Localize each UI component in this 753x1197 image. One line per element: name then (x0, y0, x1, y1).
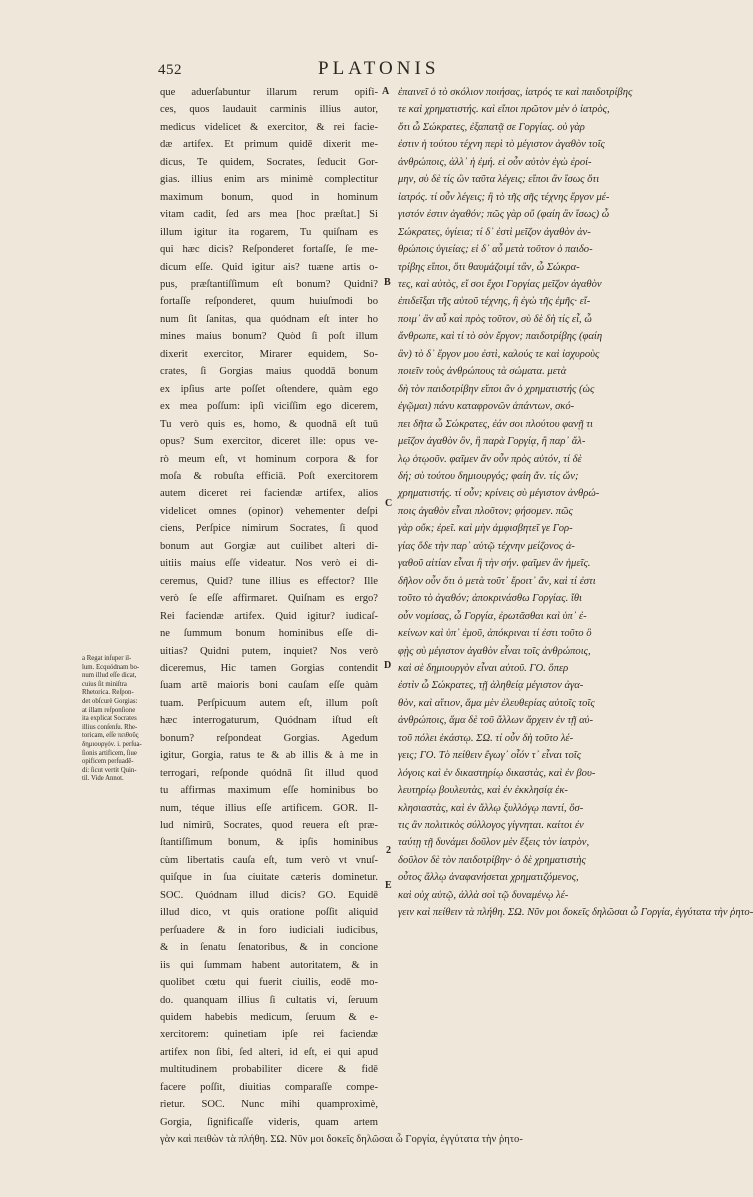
latin-text-line: gias. illius enim ars minimè complectitur (160, 174, 378, 186)
latin-text-line: opus? Sum exercitor, diceret ille: opus ve- (160, 436, 378, 448)
latin-text-line: γὰν καὶ πειθὼν τὰ πλήθη. ΣΩ. Νῦν μοι δοκεῖς δηλῶσαι ὦ Γοργία, ἐγγύτατα τὴν ῥητο- (160, 1134, 523, 1146)
latin-text-line: perſuadere & in foro iudiciali iudicibus, (160, 924, 378, 936)
latin-text-line: tu affirmas maximum eſſe hominibus bo (160, 785, 378, 797)
greek-text-line: τοῦτο τὸ ἀγαθόν; ἀποκρινάσθω Γοργίας. ἴθι (398, 593, 582, 605)
latin-text-line: SOC. Quódnam illud dicis? GO. Equidē (160, 889, 378, 901)
section-marker-c: C (385, 498, 393, 509)
greek-text-line: χρηματιστής. τί οὖν; κρίνεις σὺ μέγιστον ἀνθρώ- (398, 488, 600, 500)
page-number: 452 (158, 62, 182, 78)
latin-text-line: num ſit ſanitas, qua quódnam eſt inter ho (160, 313, 378, 325)
greek-text-line: δῆλον οὖν ὅτι ὁ μετὰ τοῦτ᾽ ἔροιτ᾽ ἂν, καὶ τί ἐστι (398, 575, 596, 587)
greek-column (398, 84, 753, 922)
latin-text-line: que aduerſabuntur illarum rerum opifi- (160, 87, 378, 98)
latin-text-line: maximum bonum, quod in hominum (160, 191, 378, 203)
greek-text-line: θρώποις ὑγιείας; εἰ δ᾽ αὖ μετὰ τοῦτον ὁ παιδο- (398, 244, 593, 256)
greek-text-line: μεῖζον ἀγαθὸν ὂν, ἢ παρὰ Γοργίᾳ, ἢ παρ᾽ ἄλ- (398, 436, 586, 448)
annotation-line: num illud eſſe dicat, (82, 672, 137, 680)
latin-text-line: do. quanquam illius ſi cultatis vi, ſeruum (160, 994, 378, 1006)
greek-text-line: γιστόν ἐστιν ἀγαθόν; πῶς γὰρ οὔ (φαίη ἂν ἴσως) ὦ (398, 209, 610, 221)
running-head: PLATONIS (318, 58, 440, 79)
annotation-line: opificem perſuadē- (82, 758, 134, 766)
latin-text-line: iis qui ſummam habent autoritatem, & in (160, 959, 378, 971)
latin-text-line: qui hæc dicis? Reſponderet fortaſſe, ſe me- (160, 244, 378, 256)
latin-text-line: num, téque illius eſſe artificem. GOR. Il- (160, 802, 378, 814)
greek-text-line: γειν καὶ πείθειν τὰ πλήθη. ΣΩ. Νῦν μοι δοκεῖς δηλῶσαι ὦ Γοργία, ἐγγύτατα τὴν ῥητο- (398, 907, 753, 919)
latin-text-line: igitur, Gorgia, ratus te & ab illis & à me in (160, 750, 378, 762)
latin-text-line: hæc interrogaturum, Quódnam iſtud eſt (160, 715, 378, 727)
greek-text-line: ἀνθρώποις, ἅμα δὲ τοῦ ἄλλων ἄρχειν ἐν τῇ αὐ- (398, 715, 594, 727)
greek-text-line: γεις; ΓΟ. Τὸ πείθειν ἔγωγ᾽ οἷόν τ᾽ εἶναι τοῖς (398, 750, 582, 762)
greek-text-line: ἂν) τὸ δ᾽ ἔργον μου ἐστὶ, καλούς τε καὶ ἰσχυροὺς (398, 348, 600, 360)
annotation-line: a Regat inſuper il- (82, 655, 132, 662)
annotation-line: ſionis artificem, ſiue (82, 749, 137, 757)
latin-text-line: dæ artifex. Et primum quidē dixerit me- (160, 139, 378, 151)
latin-text-line: dixerit exercitor, Mirarer equidem, So- (160, 348, 378, 360)
latin-text-line: bonum? reſpondeat Gorgias. Agedum (160, 732, 378, 744)
annotation-line: illius conſenſu. Rhe- (82, 723, 138, 731)
latin-text-line: moſa & robuſta efficiā. Poſt exercitorem (160, 470, 378, 482)
latin-text-line: ces, quos laudauit carminis illius autor, (160, 104, 378, 116)
greek-text-line: τρίβης εἴποι, ὅτι θαυμάζοιμί τἂν, ὦ Σώκρα- (398, 261, 580, 273)
greek-text-line: ἄνθρωπε, καὶ τί τὸ σὸν ἔργον; παιδοτρίβης (φαίη (398, 331, 603, 343)
greek-text-line: ἐπιδεῖξαι τῆς αὑτοῦ τέχνης, ἢ ἐγὼ τῆς ἐμῆς· εἴ- (398, 296, 591, 308)
greek-text-line: λόγοις καὶ ἐν δικαστηρίῳ δικαστὰς, καὶ ἐν βου- (398, 767, 596, 779)
greek-text-line: δή; σὺ τούτου δημιουργός; φαίη ἄν. τίς ὤν; (398, 470, 579, 482)
latin-text-line: rietur. SOC. Nunc mihi quamproximè, (160, 1099, 378, 1111)
greek-text-line: δοῦλον δὲ τὸν παιδοτρίβην· ὁ δὲ χρηματιστὴς (398, 854, 586, 866)
latin-text-line: quidem habebis medicum, ſeruum & e- (160, 1012, 378, 1024)
greek-text-line: ἰατρός. τί οὖν λέγεις; ἢ τὸ τῆς σῆς τέχνης ἔργον μέ- (398, 191, 610, 203)
greek-text-line: θὸν, καὶ αἴτιον, ἅμα μὲν ἐλευθερίας αὐτοῖς τοῖς (398, 697, 595, 709)
greek-text-line: πει δῆτα ὦ Σώκρατες, ἐάν σοι πλούτου φανῇ τι (398, 418, 593, 430)
latin-text-line: facere poſſit, diuitias comparaſſe compe- (160, 1081, 378, 1093)
greek-text-line: οὗτος ἄλλῳ ἀναφανήσεται χρηματιζόμενος, (398, 872, 579, 884)
latin-text-line: xercitorem: quinetiam ipſe rei faciendæ (160, 1029, 378, 1041)
latin-text-line: diceremus, Hic tamen Gorgias contendit (160, 662, 378, 674)
latin-text-line: videlicet omnes (opinor) vehementer deſpi (160, 505, 378, 517)
latin-text-line: terrogari, reſponde quódnā ſit illud quod (160, 767, 378, 779)
greek-text-line: τις ἂν πολιτικὸς σύλλογος γίγνηται. καίτοι ἐν (398, 820, 584, 832)
section-marker-d: D (384, 660, 392, 671)
latin-text-line: fortaſſe reſponderet, quum huiuſmodi bo (160, 296, 378, 308)
greek-text-line: ἐπαινεῖ ὁ τὸ σκόλιον ποιήσας, ἰατρός τε καὶ παιδοτρίβης (398, 87, 633, 98)
latin-text-line: medicus videlicet & exercitor, & rei facie- (160, 121, 378, 133)
latin-text-line: multitudinem probabiliter dicere & fidē (160, 1064, 378, 1076)
latin-text-line: tuam. Perſpicuum autem eſt, illum poſt (160, 697, 378, 709)
latin-text-line: illud dico, vt quis oratione poſſit aliquid (160, 907, 378, 919)
greek-text-line: ποις ἀγαθὸν εἶναι πλοῦτον; φήσομεν. πῶς (398, 505, 573, 517)
greek-text-line: τοῦ πόλει ἑκάστῳ. ΣΩ. τί οὖν δὴ τοῦτο λέ- (398, 732, 574, 744)
latin-text-line: uitiis maius eſſe videatur. Nos verò ei di- (160, 558, 378, 570)
greek-text-line: ποιεῖν τοὺς ἀνθρώπους τὰ σώματα. μετὰ (398, 366, 567, 378)
annotation-line: det obſcurè Gorgias: (82, 697, 138, 705)
latin-text-line: Tu verò quis es, homo, & quodnā eſt tuū (160, 418, 378, 430)
greek-text-line: κείνων καὶ ὑπ᾽ ἐμοῦ, ἀπόκριναι τί ἐστι τοῦτο ὃ (398, 628, 592, 640)
annotation-line: ita explicat Socrates (82, 715, 137, 723)
margin-annotation (82, 655, 158, 784)
section-marker-2: 2 (386, 845, 391, 856)
latin-text-line: ex mea poſſum: ipſi viciſſim ego dicerem, (160, 401, 378, 413)
greek-text-line: λευτηρίῳ βουλευτὰς, καὶ ἐν ἐκκλησίᾳ ἐκ- (398, 785, 568, 797)
greek-text-line: φῂς σὺ μέγιστον ἀγαθὸν εἶναι τοῖς ἀνθρώποις, (398, 645, 591, 657)
greek-text-line: καὶ σὲ δημιουργὸν εἶναι αὐτοῦ. ΓΟ. ὅπερ (398, 662, 569, 674)
latin-text-line: pus, præſtantiſſimum eſt bonum? Quidni? (160, 278, 378, 290)
greek-text-line: λῳ ὁτῳοῦν. φαῖμεν ἂν οὖν πρὸς αὐτόν, τί δὲ (398, 453, 582, 465)
greek-text-line: δὴ τὸν παιδοτρίβην εἴποι ἂν ὁ χρηματιστής (ὡς (398, 383, 595, 395)
latin-text-line: quiſque in ſua ciuitate cæteris dominetur. (160, 872, 378, 884)
latin-text-line: uitias? Quidni putem, inquiet? Nos verò (160, 645, 378, 657)
latin-text-line: ex ipſius arte poſſet oſtendere, quàm ego (160, 383, 378, 395)
annotation-line: toricam, eſſe πειθοῦς (82, 732, 139, 740)
section-marker-a: A (382, 86, 390, 97)
greek-text-line: ἐγῷμαι) πάνυ καταφρονῶν ἁπάντων, σκό- (398, 401, 575, 413)
greek-text-line: ταύτῃ τῇ δυνάμει δοῦλον μὲν ἕξεις τὸν ἰατρὸν, (398, 837, 590, 849)
annotation-line: til. Vide Annot. (82, 775, 124, 783)
latin-text-line: crates, ſi Gorgias maius quoddā bonum (160, 366, 378, 378)
greek-text-line: ποιμ᾽ ἂν αὖ καὶ πρὸς τοῦτον, σὺ δὲ δὴ τίς εἶ, ὦ (398, 313, 592, 325)
latin-text-line: bonum aut Gorgiæ aut cuilibet alteri di- (160, 540, 378, 552)
latin-text-line: mines maius bonum? Quòd ſi poſt illum (160, 331, 378, 343)
annotation-line: lum. Ecquódnam bo- (82, 663, 140, 671)
annotation-line: at illam reſponſione (82, 706, 136, 714)
latin-text-line: quolibet cœtu qui fuerit ciuilis, eodē mo- (160, 977, 378, 989)
greek-text-line: τες, καὶ αὐτὸς, εἴ σοι ἔχοι Γοργίας μεῖζον ἀγαθὸν (398, 278, 602, 290)
latin-text-line: dicum eſſe. Quid igitur ais? tuæne artis o- (160, 261, 378, 273)
latin-text-line: ciens, Perſpice nimirum Socrates, ſi quod (160, 523, 378, 535)
latin-text-line: rò meum eſt, vt hominum corpora & for (160, 453, 378, 465)
greek-text-line: ὅτι ὦ Σώκρατες, ἐξαπατᾷ σε Γοργίας. οὐ γὰρ (398, 121, 585, 133)
greek-text-line: ἐστιν ἡ τούτου τέχνη περὶ τὸ μέγιστον ἀγαθὸν τοῖς (398, 139, 605, 151)
latin-text-line: ne ſummum bonum hominibus eſſe di- (160, 628, 378, 640)
annotation-line: cuius ſit miniſtra (82, 680, 127, 688)
latin-text-line: ſtantiſſimum bonum, & ipſis hominibus (160, 837, 378, 849)
section-marker-b: B (384, 277, 391, 288)
latin-text-line: ceremus, Quid? tune illius es effector? Ille (160, 575, 378, 587)
latin-text-line: Gorgia, ſignificaſſe videris, quam artem (160, 1116, 378, 1128)
greek-text-line: ἀνθρώποις, ἀλλ᾽ ἡ ἐμή. εἰ οὖν αὐτὸν ἐγὼ ἐροί- (398, 156, 592, 168)
latin-text-line: autem diceret rei faciendæ artifex, alios (160, 488, 378, 500)
latin-text-line: cùm libertatis cauſa eſt, tum verò vt vnuſ- (160, 854, 378, 866)
greek-text-line: κλησιαστὰς, καὶ ἐν ἄλλῳ ξυλλόγῳ παντί, ὅσ- (398, 802, 584, 814)
greek-text-line: γὰρ οὔκ; ἐρεῖ. καὶ μὴν ἀμφισβητεῖ γε Γορ- (398, 523, 573, 535)
annotation-line: Rhetorica. Reſpon- (82, 689, 134, 697)
latin-text-line: dicus, Te quidem, Socrates, ſeducit Gor- (160, 156, 378, 168)
greek-text-line: οὖν νομίσας, ὦ Γοργία, ἐρωτᾶσθαι καὶ ὑπ᾽ ἐ- (398, 610, 587, 622)
latin-text-line: ſuam artē maioris boni cauſam eſſe quàm (160, 680, 378, 692)
latin-text-line: & in ſenatu ſenatoribus, & in concione (160, 942, 378, 954)
greek-text-line: τε καὶ χρηματιστής. καὶ εἴποι πρῶτον μὲν ὁ ἰατρὸς, (398, 104, 610, 116)
latin-text-line: verò ſe eſſe affirmaret. Quiſnam es ergo? (160, 593, 378, 605)
latin-text-line: vitam cadit, ſed ars mea [hoc præſtat.] Si (160, 209, 378, 221)
latin-text-line: Rei faciendæ artifex. Quid igitur? iudicaſ- (160, 610, 378, 622)
greek-text-line: γαθοῦ αἰτίαν εἶναι ἢ τὴν σήν. φαῖμεν ἂν ἡμεῖς. (398, 558, 591, 570)
greek-text-line: γίας ὅδε τὴν παρ᾽ αὑτῷ τέχνην μείζονος ἀ- (398, 540, 575, 552)
greek-text-line: Σώκρατες, ὑγίεια; τί δ᾽ ἐστὶ μεῖζον ἀγαθὸν ἀν- (398, 226, 591, 238)
greek-text-line: μην, σὺ δὲ τίς ὢν ταῦτα λέγεις; εἴποι ἂν ἴσως ὅτι (398, 174, 600, 186)
annotation-line: δημιουργόν. i. perſua- (82, 740, 142, 748)
annotation-line: di: ſicut vertit Quin- (82, 766, 137, 774)
greek-text-line: ἐστὶν ὦ Σώκρατες, τῇ ἀληθείᾳ μέγιστον ἀγα- (398, 680, 584, 692)
latin-text-line: illum igitur ita rogarem, Tu quiſnam es (160, 226, 378, 238)
greek-text-line: καὶ οὐχ αὑτῷ, ἀλλὰ σοὶ τῷ δυναμένῳ λέ- (398, 889, 569, 901)
section-marker-e: E (385, 880, 392, 891)
latin-text-line: artifex non ſibi, ſed alteri, id eſt, ei qui apud (160, 1046, 378, 1058)
latin-text-line: lud nimirū, Socrates, quod reuera eſt præ- (160, 820, 378, 832)
